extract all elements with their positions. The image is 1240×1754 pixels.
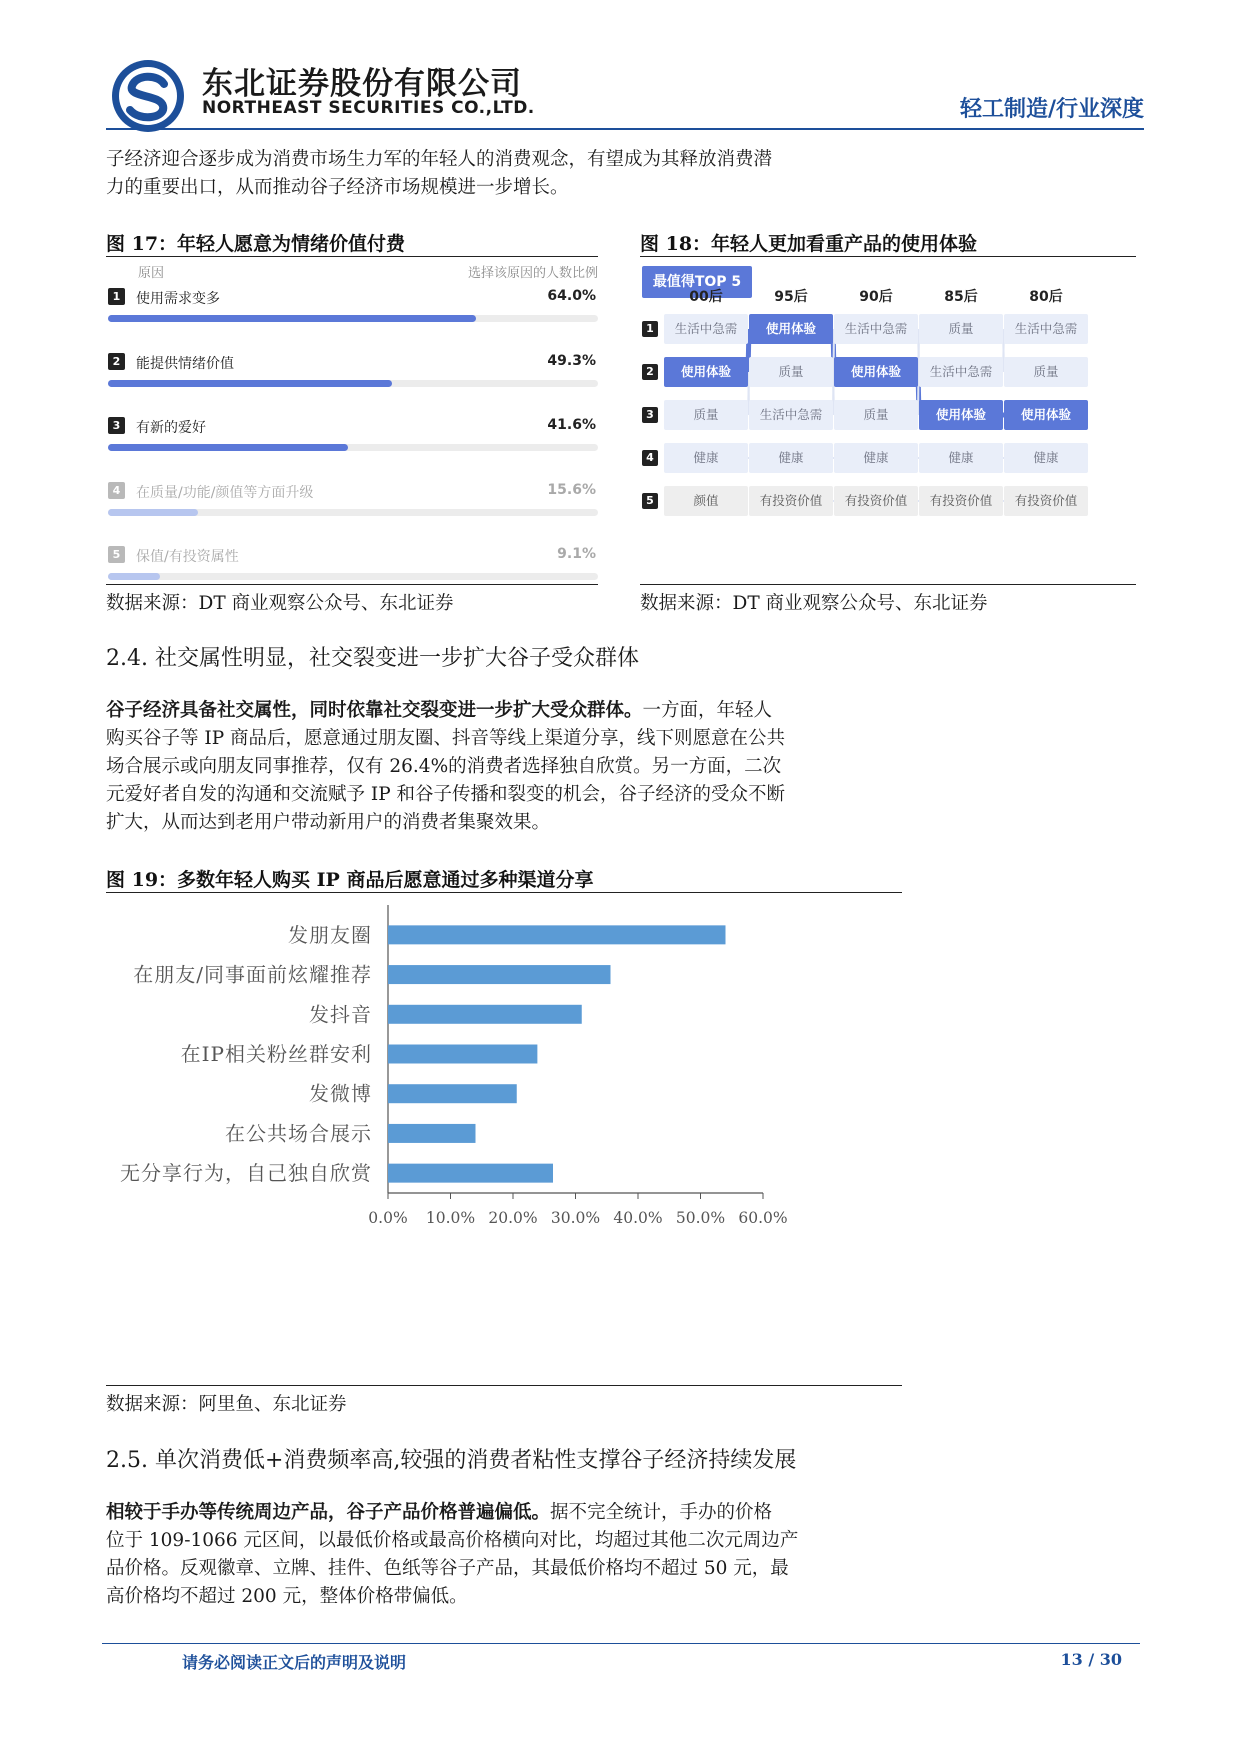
fig17-row-label: 保值/有投资属性	[136, 549, 239, 565]
fig18-column-header: 00后	[689, 289, 723, 305]
fig18-cell: 生活中急需	[919, 357, 1003, 387]
fig17-row	[106, 353, 598, 403]
fig17-row-value: 64.0%	[547, 288, 596, 304]
fig17-bar-fill	[108, 573, 160, 580]
fig17-col-reason: 原因	[138, 266, 165, 281]
fig17-rank-badge: 5	[108, 546, 125, 563]
fig17-row-value: 41.6%	[547, 417, 596, 433]
section-2-5-line-1	[106, 1499, 772, 1527]
fig19-bar	[388, 1084, 517, 1103]
fig17-col-ratio: 选择该原因的人数比例	[467, 266, 598, 281]
fig19-x-tick-label: 0.0%	[368, 1209, 408, 1227]
fig18-rank-badge: 4	[642, 450, 658, 466]
section-2-5-lead: 相较于手办等传统周边产品，谷子产品价格普遍偏低。	[106, 1502, 551, 1523]
fig18-cell: 使用体验	[1004, 400, 1088, 430]
fig18-cell: 生活中急需	[749, 400, 833, 430]
fig18-panel	[640, 258, 1136, 584]
fig18-column-header: 80后	[1029, 289, 1063, 305]
fig18-cell: 质量	[919, 314, 1003, 344]
section-2-4-line-4: 元爱好者自发的沟通和交流赋予 IP 和谷子传播和裂变的机会，谷子经济的受众不断	[106, 784, 786, 805]
fig17-row-label: 有新的爱好	[136, 420, 206, 436]
section-2-5-line-3: 品价格。反观徽章、立牌、挂件、色纸等谷子产品，其最低价格均不超过 50 元，最	[106, 1558, 789, 1579]
fig18-cell: 使用体验	[749, 314, 833, 344]
fig19-category-label: 发抖音	[309, 1002, 372, 1027]
fig18-badge: 最值得TOP 5	[642, 266, 752, 298]
fig19-x-tick-label: 60.0%	[738, 1209, 788, 1227]
fig18-cell: 有投资价值	[749, 486, 833, 516]
fig17-bar-track	[108, 315, 598, 322]
fig18-cell: 使用体验	[919, 400, 1003, 430]
fig18-source: 数据来源：DT 商业观察公众号、东北证券	[640, 593, 988, 614]
fig17-row	[106, 417, 598, 467]
fig17-bar-fill	[108, 509, 198, 516]
fig17-rank-badge: 1	[108, 288, 125, 305]
fig19-x-tick-label: 30.0%	[550, 1209, 601, 1227]
fig18-cell: 颜值	[664, 486, 748, 516]
fig19-bar	[388, 1164, 553, 1183]
fig19-bar	[388, 925, 726, 944]
section-2-5-line-1-rest: 据不完全统计，手办的价格	[550, 1502, 773, 1523]
fig17-row	[106, 288, 598, 338]
fig18-cell: 有投资价值	[919, 486, 1003, 516]
fig17-bar-fill	[108, 380, 392, 387]
fig17-rank-badge: 2	[108, 353, 125, 370]
fig17-bar-track	[108, 444, 598, 451]
fig19-bar	[388, 1005, 582, 1024]
fig18-cell: 生活中急需	[1004, 314, 1088, 344]
fig19-category-label: 在IP相关粉丝群安利	[180, 1042, 372, 1066]
fig18-cell: 健康	[664, 443, 748, 473]
fig17-title: 图 17：年轻人愿意为情绪价值付费	[106, 233, 406, 255]
fig18-cell: 使用体验	[834, 357, 918, 387]
section-2-4-line-5: 扩大，从而达到老用户带动新用户的消费者集聚效果。	[106, 812, 551, 833]
intro-line-2: 力的重要出口，从而推动谷子经济市场规模进一步增长。	[106, 177, 569, 198]
fig18-cell: 健康	[834, 443, 918, 473]
section-2-4-line-2: 购买谷子等 IP 商品后，愿意通过朋友圈、抖音等线上渠道分享，线下则愿意在公共	[106, 728, 786, 749]
fig18-cell: 有投资价值	[834, 486, 918, 516]
fig19-source: 数据来源：阿里鱼、东北证券	[106, 1394, 347, 1415]
fig17-bar-track	[108, 509, 598, 516]
fig18-column-header: 85后	[944, 289, 978, 305]
fig18-rank-badge: 5	[642, 493, 658, 509]
fig19-svg	[106, 893, 902, 1383]
fig18-cell: 有投资价值	[1004, 486, 1088, 516]
fig17-bar-fill	[108, 444, 348, 451]
company-name-en: NORTHEAST SECURITIES CO.,LTD.	[202, 98, 535, 118]
section-2-4-line-1	[106, 697, 772, 725]
fig17-bottom-rule	[106, 584, 598, 585]
fig18-title: 图 18：年轻人更加看重产品的使用体验	[640, 233, 978, 255]
fig17-row-value: 49.3%	[547, 352, 596, 369]
fig19-x-tick-label: 40.0%	[613, 1209, 663, 1227]
fig19-category-label: 发朋友圈	[288, 922, 372, 947]
fig18-cell: 质量	[834, 400, 918, 430]
fig19-bar	[388, 1124, 476, 1143]
fig17-source: 数据来源：DT 商业观察公众号、东北证券	[106, 593, 454, 614]
fig18-cell: 质量	[1004, 357, 1088, 387]
intro-line-1: 子经济迎合逐步成为消费市场生力军的年轻人的消费观念，有望成为其释放消费潜	[106, 149, 773, 170]
fig18-rank-badge: 2	[642, 364, 658, 380]
fig18-column-header: 95后	[774, 289, 808, 305]
header-divider	[106, 128, 1144, 130]
section-2-4-heading: 2.4. 社交属性明显，社交裂变进一步扩大谷子受众群体	[106, 646, 639, 671]
fig18-cell: 生活中急需	[664, 314, 748, 344]
fig17-row-value: 9.1%	[557, 546, 596, 562]
fig19-x-tick-label: 50.0%	[675, 1209, 726, 1227]
fig17-bar-track	[108, 573, 598, 580]
fig18-cell: 使用体验	[664, 357, 748, 387]
fig18-cell: 生活中急需	[834, 314, 918, 344]
fig18-cell: 质量	[664, 400, 748, 430]
fig17-bar-fill	[108, 315, 476, 322]
section-2-4-lead: 谷子经济具备社交属性，同时依靠社交裂变进一步扩大受众群体。	[106, 700, 643, 721]
fig17-top-rule	[106, 256, 598, 257]
section-2-5-heading: 2.5. 单次消费低+消费频率高,较强的消费者粘性支撑谷子经济持续发展	[106, 1448, 797, 1473]
fig17-rank-badge: 3	[108, 417, 125, 434]
fig17-bar-track	[108, 380, 598, 387]
fig19-category-label: 发微博	[309, 1081, 372, 1106]
company-logo	[108, 56, 188, 136]
fig18-cell: 健康	[919, 443, 1003, 473]
section-2-4-line-1-rest: 一方面，年轻人	[642, 700, 773, 721]
report-category: 轻工制造/行业深度	[959, 97, 1144, 122]
fig17-row-value: 15.6%	[547, 481, 596, 498]
fig19-category-label: 在朋友/同事面前炫耀推荐	[133, 962, 372, 987]
fig19-bar	[388, 1045, 537, 1064]
fig18-cell: 质量	[749, 357, 833, 387]
fig17-row-label: 在质量/功能/颜值等方面升级	[136, 484, 314, 501]
section-2-4-line-3: 场合展示或向朋友同事推荐，仅有 26.4%的消费者选择独自欣赏。另一方面，二次	[106, 756, 782, 777]
fig18-cell: 健康	[749, 443, 833, 473]
fig19-x-tick-label: 20.0%	[488, 1209, 538, 1227]
fig17-rank-badge: 4	[108, 482, 125, 499]
fig19-bar	[388, 965, 611, 984]
section-2-5-line-4: 高价格均不超过 200 元，整体价格带偏低。	[106, 1586, 468, 1607]
fig18-cell: 健康	[1004, 443, 1088, 473]
fig19-category-label: 无分享行为，自己独自欣赏	[120, 1161, 372, 1186]
fig18-bottom-rule	[640, 584, 1136, 585]
fig18-rank-badge: 1	[642, 321, 658, 337]
fig19-chart	[106, 893, 902, 1383]
footer-divider	[102, 1643, 1140, 1644]
company-name-cn: 东北证券股份有限公司	[202, 66, 522, 102]
footer-disclaimer-note: 请务必阅读正文后的声明及说明	[182, 1653, 407, 1672]
fig19-x-tick-label: 10.0%	[425, 1209, 476, 1227]
section-2-5-line-2: 位于 109-1066 元区间，以最低价格或最高价格横向对比，均超过其他二次元周边产	[106, 1530, 799, 1551]
fig18-rank-badge: 3	[642, 407, 658, 423]
fig17-row-label: 能提供情绪价值	[136, 355, 234, 372]
fig17-row-label: 使用需求变多	[136, 291, 220, 307]
page-number: 13 / 30	[1060, 1650, 1122, 1669]
fig19-category-label: 在公共场合展示	[225, 1121, 372, 1146]
fig17-row	[106, 482, 598, 532]
fig18-top-rule	[640, 256, 1136, 257]
fig19-title: 图 19：多数年轻人购买 IP 商品后愿意通过多种渠道分享	[106, 869, 594, 891]
fig19-bottom-rule	[106, 1385, 902, 1386]
fig18-column-header: 90后	[859, 289, 893, 305]
fig17-panel	[106, 258, 598, 584]
